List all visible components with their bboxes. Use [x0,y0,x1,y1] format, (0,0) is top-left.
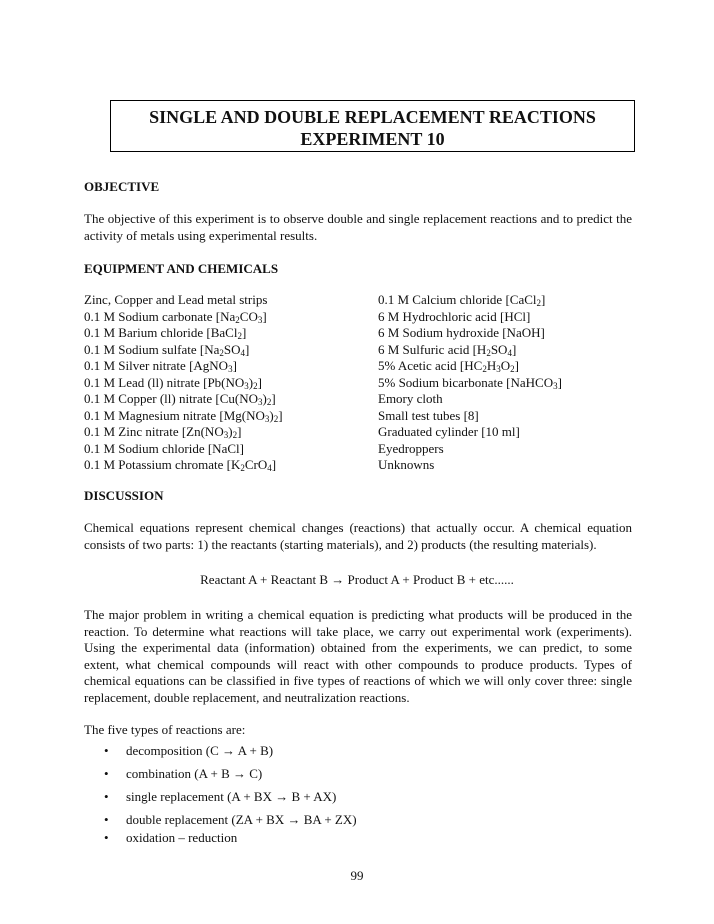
item-text: ] [237,424,242,439]
item-text: 0.1 M Zinc nitrate [Zn(NO [84,424,224,439]
reaction-type-label: decomposition (C → A + B) [126,743,274,758]
item-text: 0.1 M Potassium chromate [K [84,457,241,472]
formula-subscript: 2 [266,397,272,407]
equipment-item [84,375,283,392]
objective-text: The objective of this experiment is to observe double and single replacement reactions and to predict the activity of metals using experimental results. [84,211,632,243]
item-text: ) [248,374,254,390]
item-text: 0.1 M Barium chloride [BaCl [84,325,238,340]
equipment-item [84,342,283,359]
discussion-heading: DISCUSSION [84,488,164,503]
reaction-type-item [104,766,262,782]
formula-subscript: 2 [536,298,542,308]
equipment-item [378,457,562,474]
equipment-list-right [378,292,562,474]
item-text: CrO [244,457,268,472]
equipment-item [84,358,283,375]
item-text: ) [269,407,274,423]
discussion-para-2: The major problem in writing a chemical equation is predicting what products will be produced in the reaction. To determine what reactions will take place, we carry out experimental work (experiments). Using the experimental data (information) obtained from the experiments, we can predict, to some extent, what chemical compounds will react with other compounds to produce products. Types of chemical equations can be classified in five types of reactions of which we will only cover three: single replacement, double replacement, and neutralization reactions. [84,607,632,705]
equipment-list-left [84,292,283,474]
equipment-item [378,441,562,458]
item-text: 0.1 M Silver nitrate [AgNO [84,358,229,373]
reaction-type-item [104,830,237,846]
item-text: ] [241,325,247,340]
item-text: 6 M Sodium hydroxide [NaOH] [378,325,545,340]
formula-subscript: 4 [507,347,512,358]
title-line-2: EXPERIMENT 10 [300,129,445,149]
item-text: ] [278,407,283,423]
item-text: 5% Sodium bicarbonate [NaHCO [378,374,554,390]
equipment-item [84,457,283,474]
item-text: H [486,358,497,373]
bullet-icon: • [104,789,109,804]
formula-subscript: 2 [235,314,240,325]
equipment-item [84,325,283,342]
discussion-para-1: Chemical equations represent chemical changes (reactions) that actually occur. A chemical equation consists of two parts: 1) the reactants (starting materials), and 2) products (the resulting materials). [84,520,632,552]
item-text: 6 M Sulfuric acid [H [378,341,487,357]
item-text: 0.1 M Magnesium nitrate [Mg(NO [84,407,265,423]
general-equation: Reactant A + Reactant B → Product A + Product B + etc...... [200,572,514,587]
item-text: ] [541,292,546,307]
equipment-item [378,391,562,408]
equipment-item [378,325,562,342]
equipment-item [378,342,562,359]
item-text: O [500,358,511,373]
item-text: Eyedroppers [378,440,444,456]
item-text: 0.1 M Lead (ll) nitrate [Pb(NO [84,374,245,390]
equipment-item [84,391,283,408]
equipment-item [378,408,562,425]
item-text: Graduated cylinder [10 ml] [378,424,520,439]
equipment-item [84,441,283,458]
item-text: ] [257,374,262,390]
item-text: Zinc, Copper and Lead metal strips [84,292,268,307]
bullet-icon: • [104,743,109,758]
item-text: 0.1 M Sodium carbonate [Na [84,308,236,324]
formula-subscript: 4 [240,347,246,358]
equipment-item [84,408,283,425]
formula-subscript: 2 [232,430,238,440]
title-line-1: SINGLE AND DOUBLE REPLACEMENT REACTIONS [149,107,596,127]
reaction-type-label: double replacement (ZA + BX → BA + ZX) [126,812,357,827]
item-text: 0.1 M Copper (ll) nitrate [Cu(NO [84,391,259,406]
formula-subscript: 2 [273,413,279,424]
reaction-type-item [104,789,336,805]
objective-heading: OBJECTIVE [84,179,160,194]
equipment-item [378,309,562,326]
formula-subscript: 3 [223,430,229,440]
reaction-type-item [104,743,273,759]
item-text: ] [514,358,519,373]
equipment-item [378,358,562,375]
equipment-item [84,424,283,441]
item-text: Unknowns [378,457,435,472]
equipment-item [84,292,283,309]
equipment-item [378,375,562,392]
item-text: ] [262,308,267,324]
item-text: CO [239,308,258,324]
bullet-icon: • [104,812,109,827]
item-text: ] [557,374,562,390]
reaction-type-label: single replacement (A + BX → B + AX) [126,789,337,804]
item-text: Emory cloth [378,391,443,406]
reaction-type-label: combination (A + B → C) [126,766,263,781]
formula-subscript: 3 [244,380,249,391]
equipment-heading: EQUIPMENT AND CHEMICALS [84,261,279,276]
formula-subscript: 3 [258,397,263,407]
item-text: Small test tubes [8] [378,407,479,423]
reaction-type-item [104,812,357,828]
formula-subscript: 2 [486,347,491,358]
title-box [110,100,635,152]
page-number: 99 [350,868,364,883]
item-text: 0.1 M Sodium chloride [NaCl] [84,440,244,456]
formula-subscript: 2 [237,331,242,341]
item-text: ] [511,341,517,357]
bullet-icon: • [104,830,109,845]
bullet-icon: • [104,766,109,781]
equipment-item [378,424,562,441]
formula-subscript: 3 [264,413,270,424]
item-text: ] [245,341,250,357]
formula-subscript: 3 [228,364,233,374]
item-text: 0.1 M Sodium sulfate [Na [84,341,220,357]
formula-subscript: 2 [482,364,487,374]
item-text: ) [262,391,267,406]
formula-subscript: 3 [553,380,558,391]
equipment-item [378,292,562,309]
item-text: ] [232,358,237,373]
formula-subscript: 2 [253,380,258,391]
item-text: ) [228,424,233,439]
equipment-item [84,309,283,326]
reaction-types-intro: The five types of reactions are: [84,722,246,737]
item-text: ] [271,391,276,406]
item-text: SO [490,341,508,357]
item-text: 5% Acetic acid [HC [378,358,483,373]
item-text: 6 M Hydrochloric acid [HCl] [378,308,531,324]
item-text: ] [271,457,277,472]
formula-subscript: 2 [219,347,224,358]
formula-subscript: 3 [496,364,501,374]
formula-subscript: 4 [267,463,272,473]
item-text: SO [223,341,241,357]
formula-subscript: 2 [510,364,515,374]
item-text: 0.1 M Calcium chloride [CaCl [378,292,537,307]
reaction-type-label: oxidation – reduction [126,830,238,845]
formula-subscript: 2 [240,463,245,473]
formula-subscript: 3 [257,314,263,325]
